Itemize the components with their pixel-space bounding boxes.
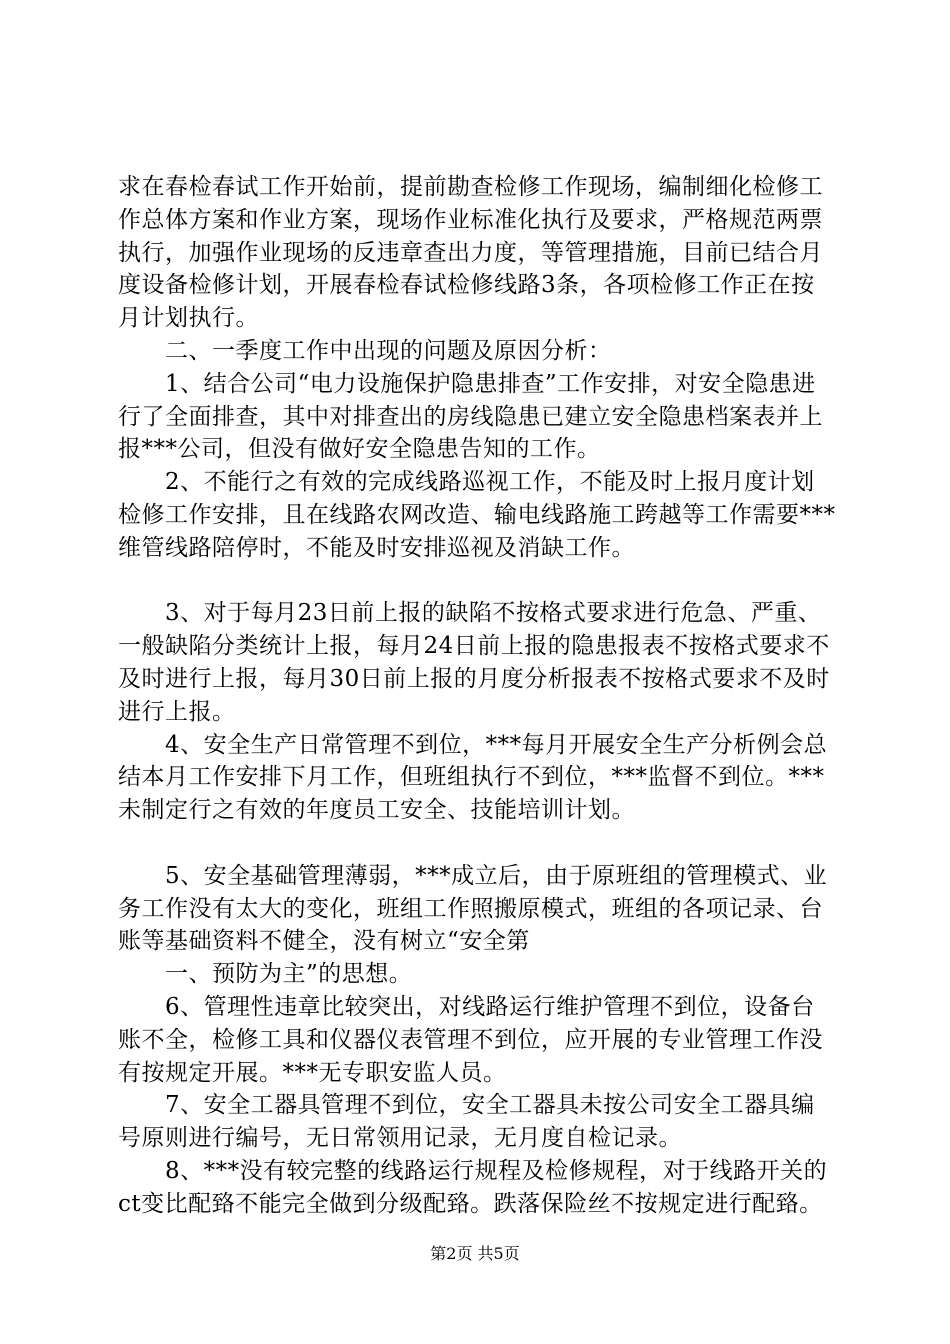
paragraph-item-3: 3、对于每月23日前上报的缺陷不按格式要求进行危急、严重、一般缺陷分类统计上报，每月24日前上报的隐患报表不按格式要求不及时进行上报，每月30日前上报的月度分析报表不按格式要求不及时进行上报。	[118, 600, 830, 725]
blank-line	[118, 827, 838, 860]
paragraph-item-2: 2、不能行之有效的完成线路巡视工作，不能及时上报月度计划检修工作安排，且在线路农网改造、输电线路施工跨越等工作需要***维管线路陪停时，不能及时安排巡视及消缺工作。	[118, 469, 836, 561]
paragraph-item-6: 6、管理性违章比较突出，对线路运行维护管理不到位，设备台账不全，检修工具和仪器仪表管理不到位，应开展的专业管理工作没有按规定开展。***无专职安监人员。	[118, 993, 823, 1086]
document-body	[118, 171, 838, 1221]
paragraph-item-5-continued: 一、预防为主”的思想。	[118, 961, 413, 988]
paragraph-item-5: 5、安全基础管理薄弱，***成立后，由于原班组的管理模式、业务工作没有太大的变化，班组工作照搬原模式，班组的各项记录、台账等基础资料不健全，没有树立“安全第	[118, 862, 828, 955]
blank-line	[118, 565, 838, 598]
section-heading: 二、一季度工作中出现的问题及原因分析：	[118, 337, 612, 364]
paragraph-item-8: 8、***没有较完整的线路运行规程及检修规程，对于线路开关的ct变比配臵不能完全做到分级配臵。跌落保险丝不按规定进行配臵。	[118, 1157, 828, 1217]
paragraph-item-7: 7、安全工器具管理不到位，安全工器具未按公司安全工器具编号原则进行编号，无日常领用记录，无月度自检记录。	[118, 1092, 815, 1152]
page-footer: 第2页 共5页	[430, 1244, 520, 1263]
paragraph-continuation: 求在春检春试工作开始前，提前勘查检修工作现场，编制细化检修工作总体方案和作业方案，现场作业标准化执行及要求，严格规范两票执行，加强作业现场的反违章查出力度，等管理措施，目前已结合月度设备检修计划，开展春检春试检修线路3条，各项检修工作正在按月计划执行。	[118, 174, 823, 332]
paragraph-item-4: 4、安全生产日常管理不到位，***每月开展安全生产分析例会总结本月工作安排下月工作，但班组执行不到位，***监督不到位。***未制定行之有效的年度员工安全、技能培训计划。	[118, 731, 828, 824]
paragraph-item-1: 1、结合公司“电力设施保护隐患排查”工作安排，对安全隐患进行了全面排查，其中对排查出的房线隐患已建立安全隐患档案表并上报***公司，但没有做好安全隐患告知的工作。	[118, 370, 823, 463]
